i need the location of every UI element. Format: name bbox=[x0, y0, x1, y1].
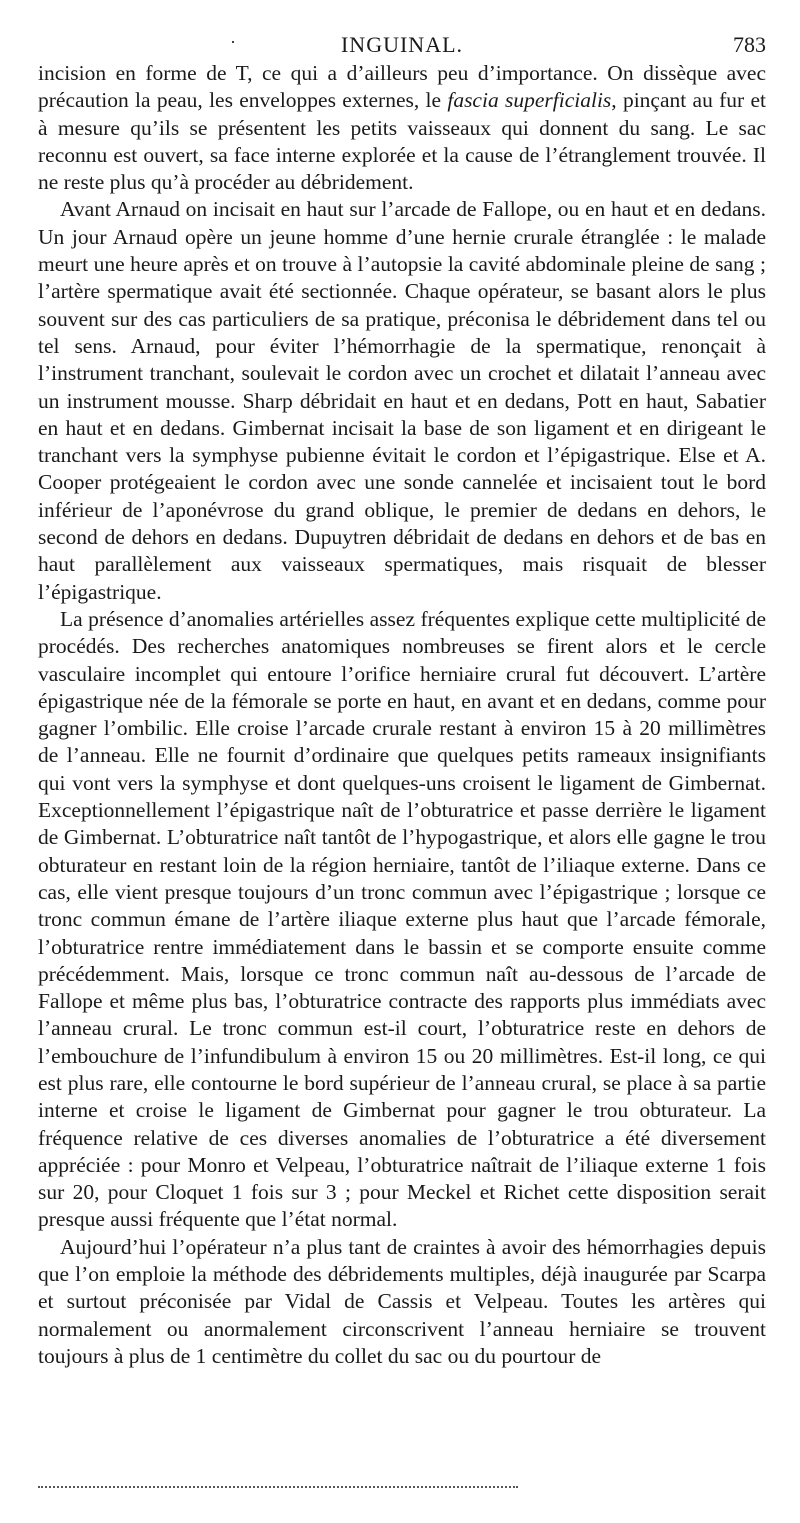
paragraph-anomalies: La présence d’anomalies artérielles assez fréquentes explique cette multiplicité de procédés. Des recherches anatomiques nombreuses se firent alors et le cercle vasculaire incomplet qui entoure l’orifice herniaire crural fut découvert. L’artère épigastrique née de la fémorale se porte en haut, en avant et en dedans, comme pour gagner l’ombilic. Elle croise l’arcade crurale restant à environ 15 à 20 millimètres de l’anneau. Elle ne fournit d’ordinaire que quelques petits rameaux insignifiants qui vont vers la symphyse et dont quelques-uns croisent le ligament de Gimbernat. Exceptionnellement l’épigastrique naît de l’obturatrice et passe derrière le ligament de Gimbernat. L’obturatrice naît tantôt de l’hypogastrique, et alors elle gagne le trou obturateur en restant loin de la région herniaire, tantôt de l’iliaque externe. Dans ce cas, elle vient presque toujours d’un tronc commun avec l’épigastrique ; lorsque ce tronc commun émane de l’artère iliaque externe plus haut que l’arcade fémorale, l’obturatrice rentre immédiatement dans le bassin et se comporte ensuite comme précédemment. Mais, lorsque ce tronc commun naît au-dessous de l’arcade de Fallope et même plus bas, l’obturatrice contracte des rapports plus immédiats avec l’anneau crural. Le tronc commun est-il court, l’obturatrice reste en dehors de l’embouchure de l’infundibulum à environ 15 ou 20 millimètres. Est-il long, ce qui est plus rare, elle contourne le bord supérieur de l’anneau crural, se place à sa partie interne et croise le ligament de Gimbernat pour gagner le trou obturateur. La fréquence relative de ces diverses anomalies de l’obturatrice a été diversement appréciée : pour Monro et Velpeau, l’obturatrice naîtrait de l’iliaque externe 1 fois sur 20, pour Cloquet 1 fois sur 3 ; pour Meckel et Richet cette disposition serait presque aussi fréquente que l’état normal. bbox=[38, 606, 766, 1232]
paragraph-aujourdhui: Aujourd’hui l’opérateur n’a plus tant de craintes à avoir des hémorrhagies depuis que l’on emploie la méthode des débridements multiples, déjà inaugurée par Scarpa et surtout préconisée par Vidal de Cassis et Velpeau. Toutes les artères qui normalement ou anormalement circonscrivent l’anneau herniaire se trouvent toujours à plus de 1 centimètre du collet du sac ou du pourtour de bbox=[38, 1234, 766, 1368]
header-marker: · bbox=[230, 32, 236, 52]
footer-dotted-rule bbox=[38, 1486, 518, 1488]
running-header bbox=[38, 32, 766, 58]
running-title: INGUINAL. bbox=[340, 32, 464, 57]
page-number: 783 bbox=[733, 32, 766, 57]
latin-term: fascia superficialis bbox=[447, 88, 612, 113]
paragraph-continuation: incision en forme de T, ce qui a d’ailleurs peu d’importance. On dissèque avec précaution la peau, les enveloppes externes, le fascia superficialis, pinçant au fur et à mesure qu’ils se présentent les petits vaisseaux qui donnent du sang. Le sac reconnu est ouvert, sa face interne explorée et la cause de l’étranglement trouvée. Il ne reste plus qu’à procéder au débridement. bbox=[38, 61, 766, 195]
paragraph-arnaud: Avant Arnaud on incisait en haut sur l’arcade de Fallope, ou en haut et en dedans. Un jour Arnaud opère un jeune homme d’une hernie crurale étranglée : le malade meurt une heure après et on trouve à l’autopsie la cavité abdominale pleine de sang ; l’artère spermatique avait été sectionnée. Chaque opérateur, se basant alors le plus souvent sur des cas particuliers de sa pratique, préconisa le débridement dans tel ou tel sens. Arnaud, pour éviter l’hémorrhagie de la spermatique, renonçait à l’instrument tranchant, soulevait le cordon avec un crochet et dilatait l’anneau avec un instrument mousse. Sharp débridait en haut et en dedans, Pott en haut, Sabatier en haut et en dedans. Gimbernat incisait la base de son ligament et en dirigeant le tranchant vers la symphyse pubienne évitait le cordon et l’épigastrique. Else et A. Cooper protégeaient le cordon avec une sonde cannelée et incisaient tout le bord inférieur de l’aponévrose du grand oblique, le premier de dedans en dehors, le second de dehors en dedans. Dupuytren débridait de dedans en dehors et de bas en haut parallèlement aux vaisseaux spermatiques, mais risquait de blesser l’épigastrique. bbox=[38, 197, 766, 604]
body-text bbox=[38, 60, 766, 1370]
